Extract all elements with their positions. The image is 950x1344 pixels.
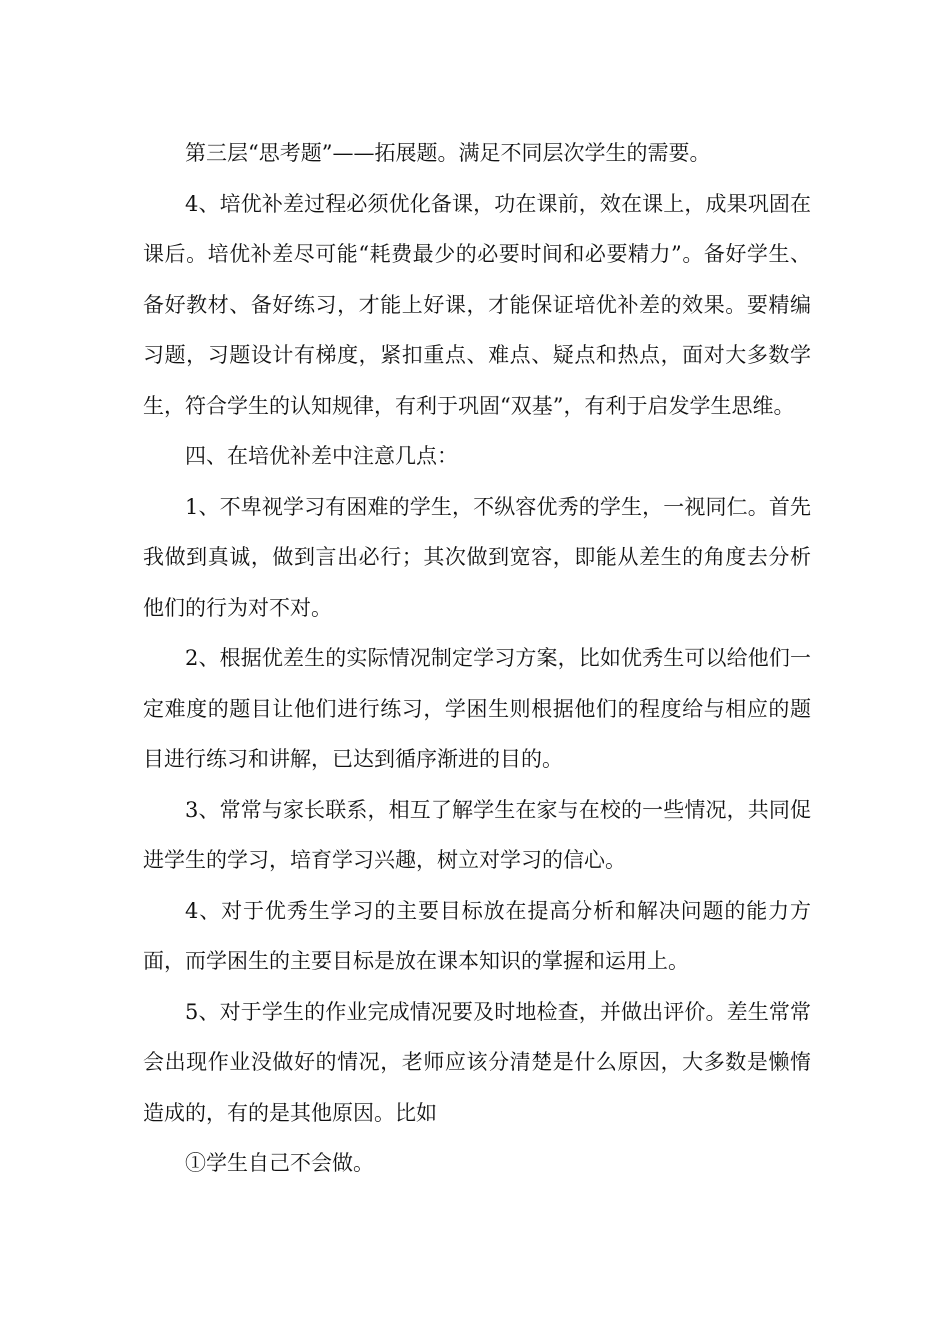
paragraph-sub-item-1: ①学生自己不会做。	[185, 1151, 374, 1175]
paragraph-point-1: 1、不卑视学习有困难的学生，不纵容优秀的学生，一视同仁。首先我做到真诚，做到言出必行；其次做到宽容，即能从差生的角度去分析他们的行为对不对。	[143, 494, 811, 620]
section-heading-notes: 四、在培优补差中注意几点：	[185, 444, 458, 468]
paragraph-lesson-prep: 4、培优补差过程必须优化备课，功在课前，效在课上，成果巩固在课后。培优补差尽可能“耗费最少的必要时间和必要精力”。备好学生、备好教材、备好练习，才能上好课，才能保证培优补差的效果。要精编习题，习题设计有梯度，紧扣重点、难点、疑点和热点，面对大多数学生，符合学生的认知规律，有利于巩固“双基”，有利于启发学生思维。	[143, 191, 811, 418]
paragraph-point-2: 2、根据优差生的实际情况制定学习方案，比如优秀生可以给他们一定难度的题目让他们进行练习，学困生则根据他们的程度给与相应的题目进行练习和讲解，已达到循序渐进的目的。	[143, 646, 811, 771]
paragraph-point-4: 4、对于优秀生学习的主要目标放在提高分析和解决问题的能力方面，而学困生的主要目标是放在课本知识的掌握和运用上。	[143, 898, 811, 973]
paragraph-point-5: 5、对于学生的作业完成情况要及时地检查，并做出评价。差生常常会出现作业没做好的情况，老师应该分清楚是什么原因，大多数是懒惰造成的，有的是其他原因。比如	[143, 999, 811, 1125]
paragraph-tier-three: 第三层“思考题”——拓展题。满足不同层次学生的需要。	[185, 141, 711, 165]
paragraph-point-3: 3、常常与家长联系，相互了解学生在家与在校的一些情况，共同促进学生的学习，培育学习兴趣，树立对学习的信心。	[143, 797, 811, 872]
document-body	[143, 128, 811, 1189]
